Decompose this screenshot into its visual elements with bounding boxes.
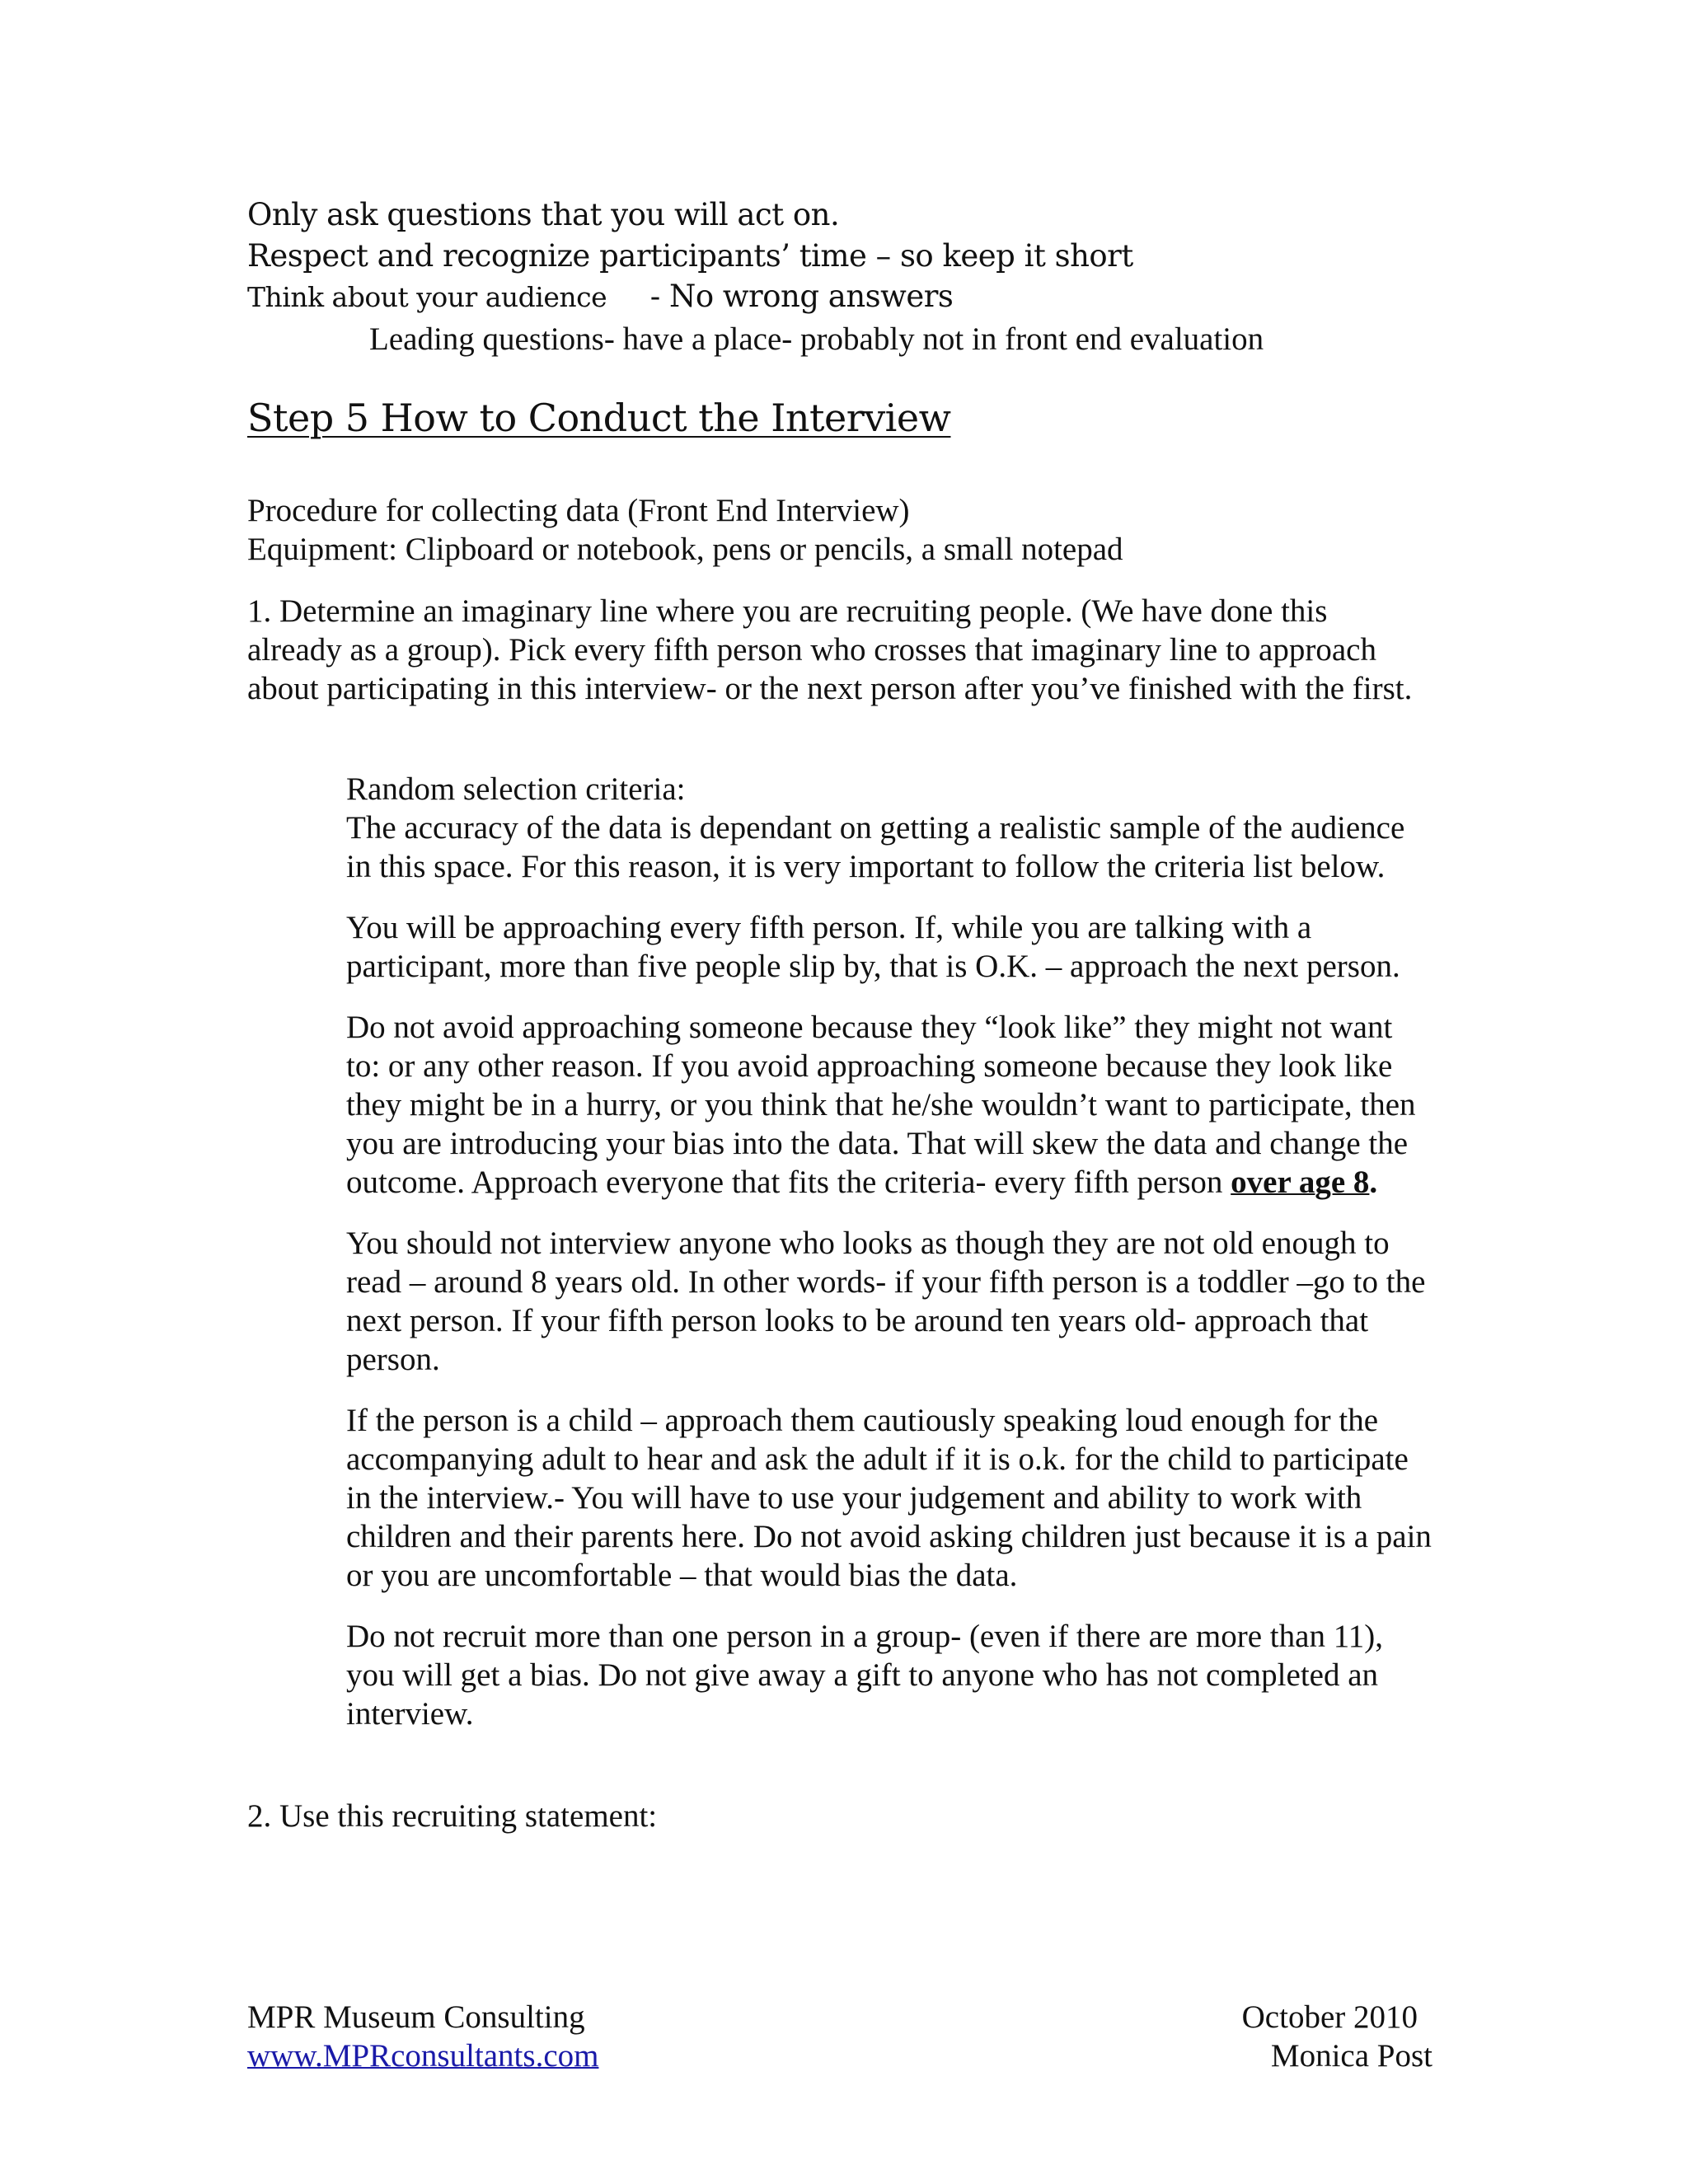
criteria-paragraph-4: You should not interview anyone who looks as though they are not old enough to read – around 8 years old. In other words- if your fifth person is a toddler –go to the next person. If your fifth person looks to be around ten years old- approach that person.	[346, 1226, 1426, 1377]
procedure-line-2: Equipment: Clipboard or notebook, pens or pencils, a small notepad	[247, 532, 1123, 567]
age-emphasis: over age 8	[1231, 1165, 1370, 1200]
age-emphasis-period: .	[1369, 1165, 1378, 1200]
procedure-line-1: Procedure for collecting data (Front End Interview)	[247, 493, 910, 528]
footer-left	[247, 1998, 598, 2075]
intro-line-3-audience: Think about your audience	[247, 281, 607, 313]
criteria-title: Random selection criteria:	[346, 771, 686, 807]
intro-line-2: Respect and recognize participants’ time – so keep it short	[247, 238, 1133, 274]
intro-line-3-answers: - No wrong answers	[649, 279, 954, 314]
criteria-paragraph-3	[346, 1008, 1434, 1202]
criteria-paragraph-2: You will be approaching every fifth person. If, while you are talking with a participant, more than five people slip by, that is O.K. – approach the next person.	[346, 910, 1400, 984]
footer-right	[1242, 1998, 1432, 2075]
footer-website-link[interactable]: www.MPRconsultants.com	[247, 2038, 599, 2074]
intro-block	[247, 194, 1133, 317]
criteria-paragraph-6: Do not recruit more than one person in a group- (even if there are more than 11), you will get a bias. Do not give away a gift to anyone who has not completed an interview.	[346, 1619, 1383, 1732]
criteria-paragraph-1: The accuracy of the data is dependant on getting a realistic sample of the audience in this space. For this reason, it is very important to follow the criteria list below.	[346, 810, 1405, 884]
footer-date: October 2010	[1241, 1999, 1418, 2035]
item-1-paragraph: 1. Determine an imaginary line where you are recruiting people. (We have done this already as a group). Pick every fifth person who crosses that imaginary line to approach about participating in this interview- or the next person after you’ve finished with the first.	[247, 593, 1413, 706]
step-heading: Step 5 How to Conduct the Interview	[247, 396, 951, 440]
intro-line-3	[247, 277, 1133, 317]
criteria-paragraph-3-text: Do not avoid approaching someone because they “look like” they might not want to: or any other reason. If you avoid approaching someone because they look like they might be in a hurry, or you think that he/she wouldn’t want to participate, then you are introducing your bias into the data. That will skew the data and change the outcome. Approach everyone that fits the criteria- every fifth person	[346, 1010, 1416, 1200]
item-2-paragraph: 2. Use this recruiting statement:	[247, 1798, 658, 1834]
criteria-block	[346, 770, 1434, 1733]
intro-line-4: Leading questions- have a place- probably not in front end evaluation	[369, 321, 1264, 357]
criteria-paragraph-5: If the person is a child – approach them cautiously speaking loud enough for the accompanying adult to hear and ask the adult if it is o.k. for the child to participate in the interview.- You will have to use your judgement and ability to work with children and their parents here. Do not avoid asking children just because it is a pain or you are uncomfortable – that would bias the data.	[346, 1403, 1432, 1593]
procedure-block	[247, 491, 1123, 569]
intro-line-1: Only ask questions that you will act on.	[247, 197, 840, 232]
footer-company: MPR Museum Consulting	[247, 1999, 585, 2035]
footer-author: Monica Post	[1270, 2038, 1432, 2074]
